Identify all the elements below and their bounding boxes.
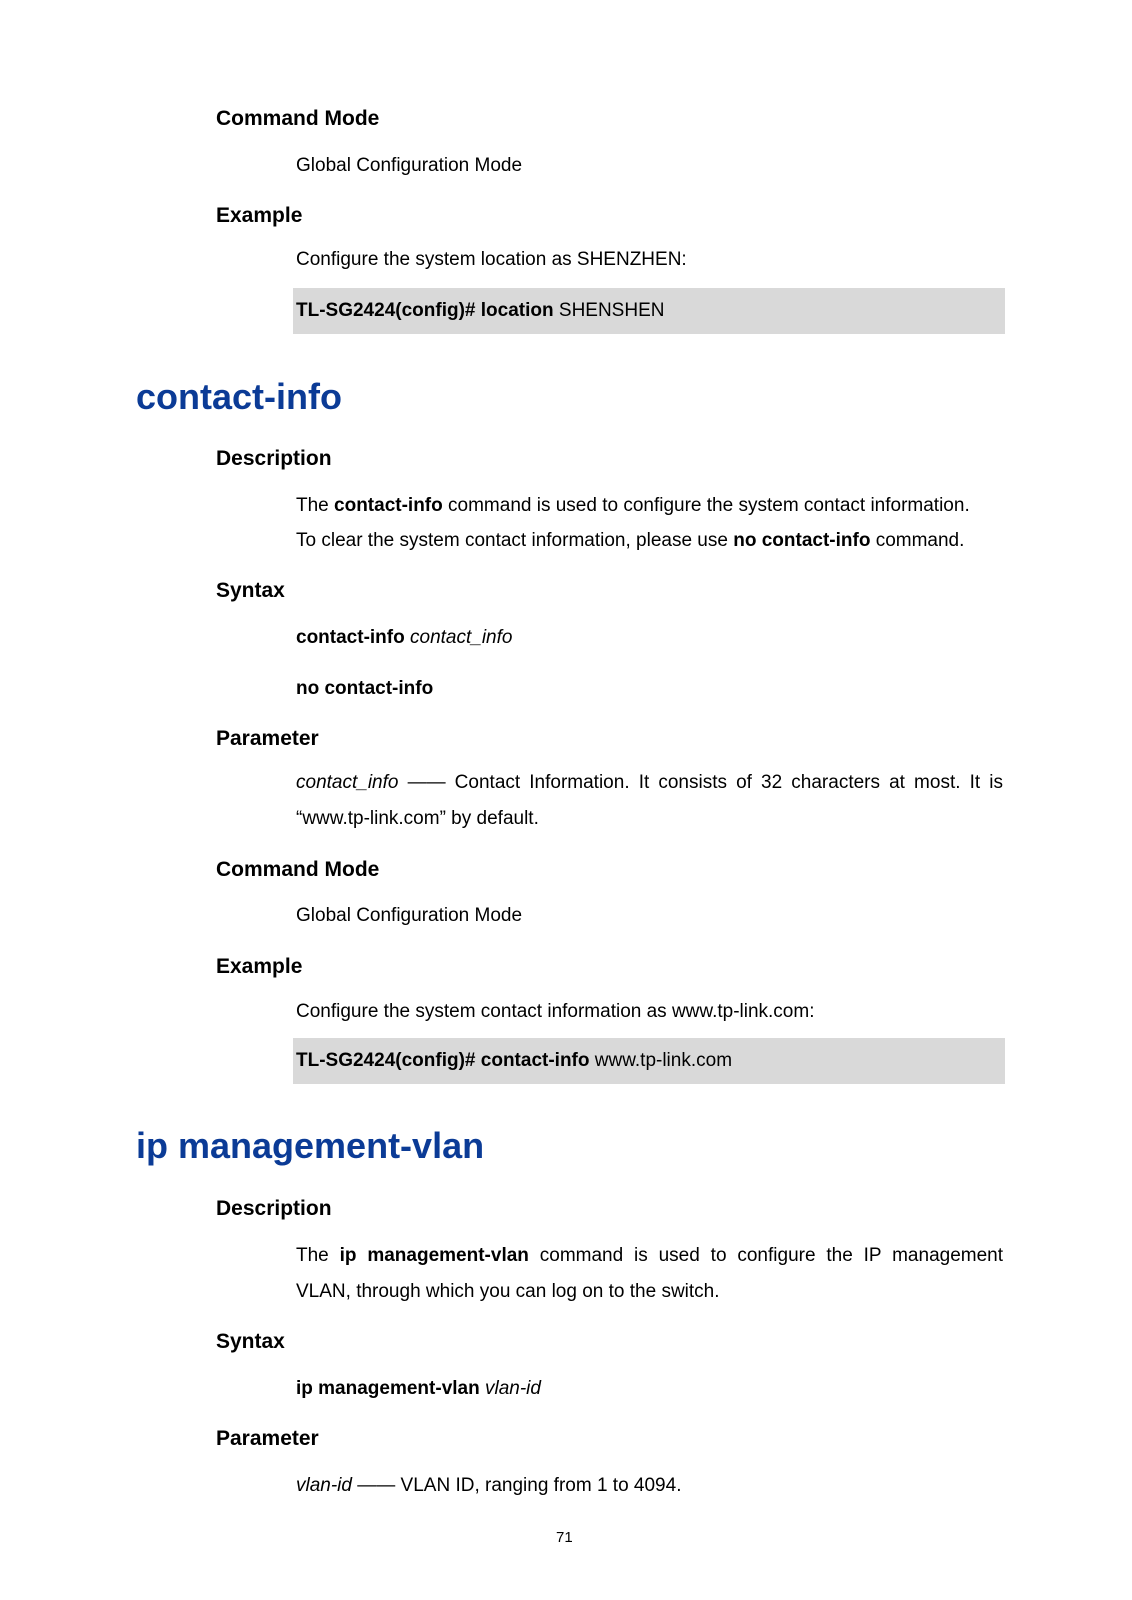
example-heading: Example xyxy=(216,204,303,227)
syntax-line-2: no contact-info xyxy=(296,678,434,699)
example-command-box xyxy=(293,1038,1005,1084)
command-mode-heading: Command Mode xyxy=(216,858,380,881)
section-title-ip-management-vlan: ip management-vlan xyxy=(136,1125,485,1166)
syntax-heading: Syntax xyxy=(216,579,285,602)
command-argument: SHENSHEN xyxy=(558,300,665,321)
section-title-contact-info: contact-info xyxy=(136,376,342,417)
command-argument: www.tp-link.com xyxy=(594,1050,733,1071)
example-command-box xyxy=(293,288,1005,334)
example-text: Configure the system location as SHENZHEN: xyxy=(296,249,687,270)
example-heading: Example xyxy=(216,955,303,978)
command-mode-text: Global Configuration Mode xyxy=(296,155,523,176)
command-mode-text: Global Configuration Mode xyxy=(296,905,523,926)
syntax-heading: Syntax xyxy=(216,1330,285,1353)
example-command xyxy=(296,1049,732,1073)
description-line-2: To clear the system contact information, please use no contact-info command. xyxy=(296,530,965,551)
parameter-line-1: contact_info —— Contact Information. It consists of 32 characters at most. It is xyxy=(296,772,1003,793)
command-prompt: TL-SG2424(config)# xyxy=(296,300,476,321)
parameter-line-2: “www.tp-link.com” by default. xyxy=(296,808,539,829)
command-keyword: location xyxy=(480,300,554,321)
description-line-1: The contact-info command is used to configure the system contact information. xyxy=(296,495,970,516)
command-mode-heading: Command Mode xyxy=(216,107,380,130)
command-keyword: contact-info xyxy=(480,1050,590,1071)
description-heading: Description xyxy=(216,1197,332,1220)
syntax-line-1: contact-info contact_info xyxy=(296,627,513,648)
syntax-line: ip management-vlan vlan-id xyxy=(296,1378,541,1399)
description-heading: Description xyxy=(216,447,332,470)
page-number: 71 xyxy=(556,1529,573,1546)
example-command xyxy=(296,299,664,323)
parameter-heading: Parameter xyxy=(216,1427,319,1450)
example-text: Configure the system contact information as www.tp-link.com: xyxy=(296,1001,815,1022)
command-prompt: TL-SG2424(config)# xyxy=(296,1050,476,1071)
description-line-1: The ip management-vlan command is used to configure the IP management xyxy=(296,1245,1004,1266)
description-line-2: VLAN, through which you can log on to the switch. xyxy=(296,1281,720,1302)
parameter-heading: Parameter xyxy=(216,727,319,750)
parameter-line: vlan-id —— VLAN ID, ranging from 1 to 4094. xyxy=(296,1475,682,1496)
